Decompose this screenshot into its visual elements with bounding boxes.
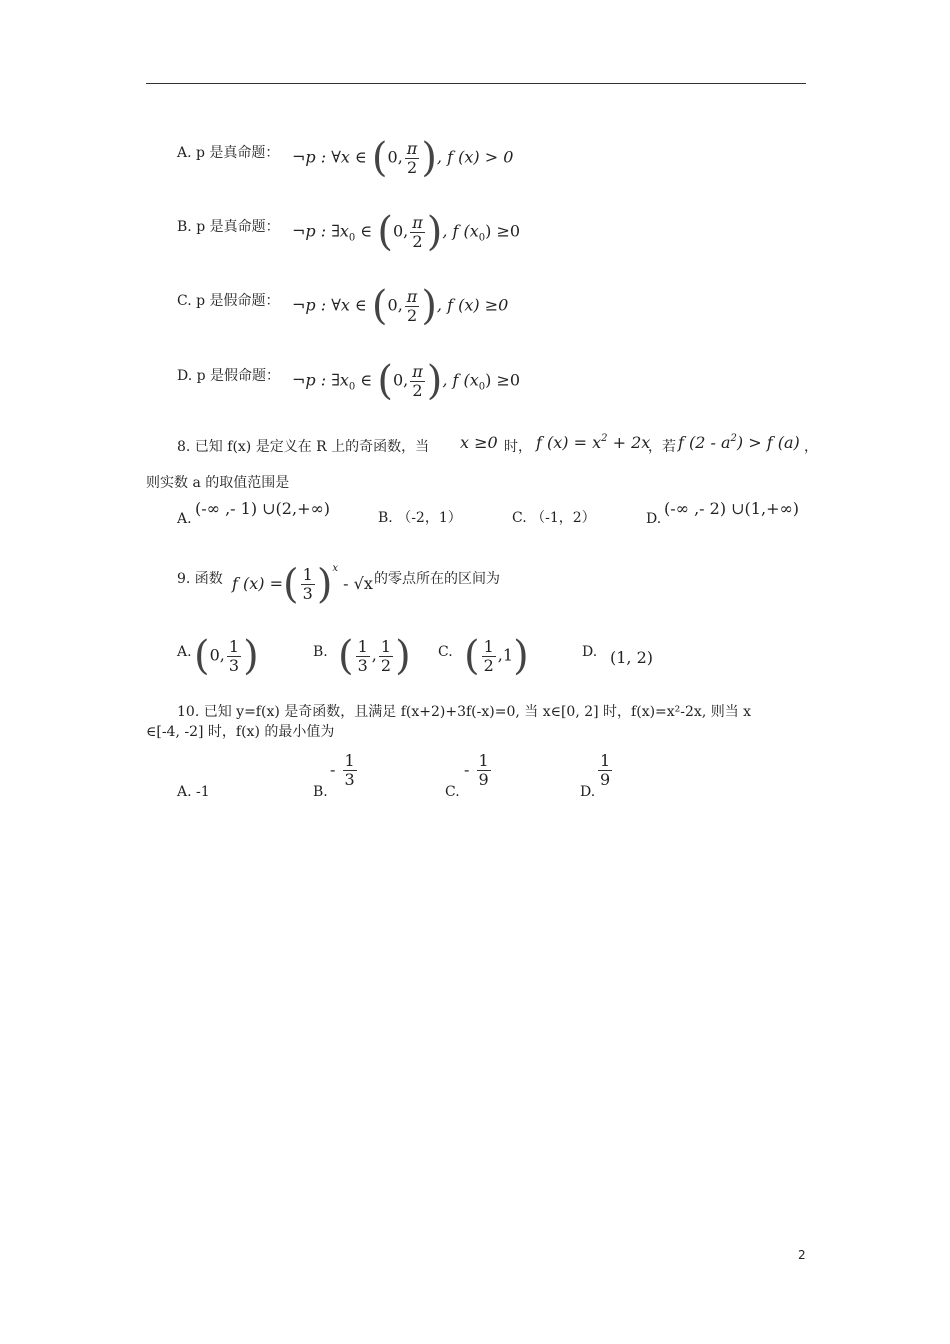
q7-c-formula: ¬p : ∀x ∈ (0, $\frac{\pi}{2}$ ), f (x) ≥0	[292, 283, 509, 329]
q7-b-label: B. p 是真命题：	[177, 219, 280, 235]
q7-a-post: , f (x) > 0	[436, 147, 514, 167]
q8-line2: 则实数 a 的取值范围是	[146, 475, 290, 491]
q8-option-c: C. （-1，2）	[512, 510, 596, 526]
q7-d-frac: $\frac{\pi}{2}$	[412, 361, 423, 400]
q8-option-b: B. （-2，1）	[378, 510, 462, 526]
q10-option-a: A. -1	[177, 784, 210, 800]
q7-a-formula: ¬p : ∀x ∈ (0, $\frac{\pi}{2}$ ), f (x) > 0	[292, 135, 514, 181]
page-number: 2	[798, 1248, 806, 1262]
q7-b-formula: ¬p : $\exists x_0$ ∈ (0, $\frac{\pi}{2}$ ), f $(x_0) \ge 0$	[292, 209, 521, 255]
q7-b-frac: $\frac{\pi}{2}$	[412, 212, 423, 251]
q9-option-a: (0, $\frac{1}{3}$ )	[194, 633, 259, 679]
q8-inequality: f $(2 - a^2) > f$ (a)	[678, 433, 800, 452]
q7-c-label: C. p 是假命题：	[177, 293, 280, 309]
q8-condition: x ≥0	[460, 433, 498, 452]
q10-option-c: - $\frac{1}{9}$	[464, 751, 489, 789]
q9-option-b: ( $\frac{1}{3}$ , $\frac{1}{2}$ )	[338, 633, 411, 679]
header-rule	[146, 83, 806, 84]
q10-option-b: - $\frac{1}{3}$	[330, 751, 355, 789]
q8-option-a: (-∞ ,- 1) ∪(2,+∞)	[195, 499, 331, 518]
q7-c-frac: $\frac{\pi}{2}$	[406, 286, 418, 325]
q8-option-d: (-∞ ,- 2) ∪(1,+∞)	[664, 499, 800, 518]
q7-a-mid: 0,	[387, 147, 403, 167]
q8-function: f $(x) = x^2 + 2x$	[536, 433, 651, 452]
q9-function: f (x) =( $\frac{1}{3}$ )$^x$ - √x	[232, 561, 373, 608]
q9-option-c: ( $\frac{1}{2}$ ,1)	[464, 633, 529, 679]
q7-a-pre: ¬p : ∀x ∈	[292, 147, 367, 167]
q7-d-formula: ¬p : $\exists x_0$ ∈ (0, $\frac{\pi}{2}$ ), f $(x_0) \ge 0$	[292, 358, 521, 404]
q7-a-frac: $\frac{\pi}{2}$	[406, 138, 418, 177]
q10-option-d: $\frac{1}{9}$	[600, 751, 611, 789]
q7-d-label: D. p 是假命题：	[177, 368, 281, 384]
q7-a-label: A. p 是真命题：	[177, 145, 280, 161]
q9-option-d: (1, 2)	[610, 648, 654, 667]
